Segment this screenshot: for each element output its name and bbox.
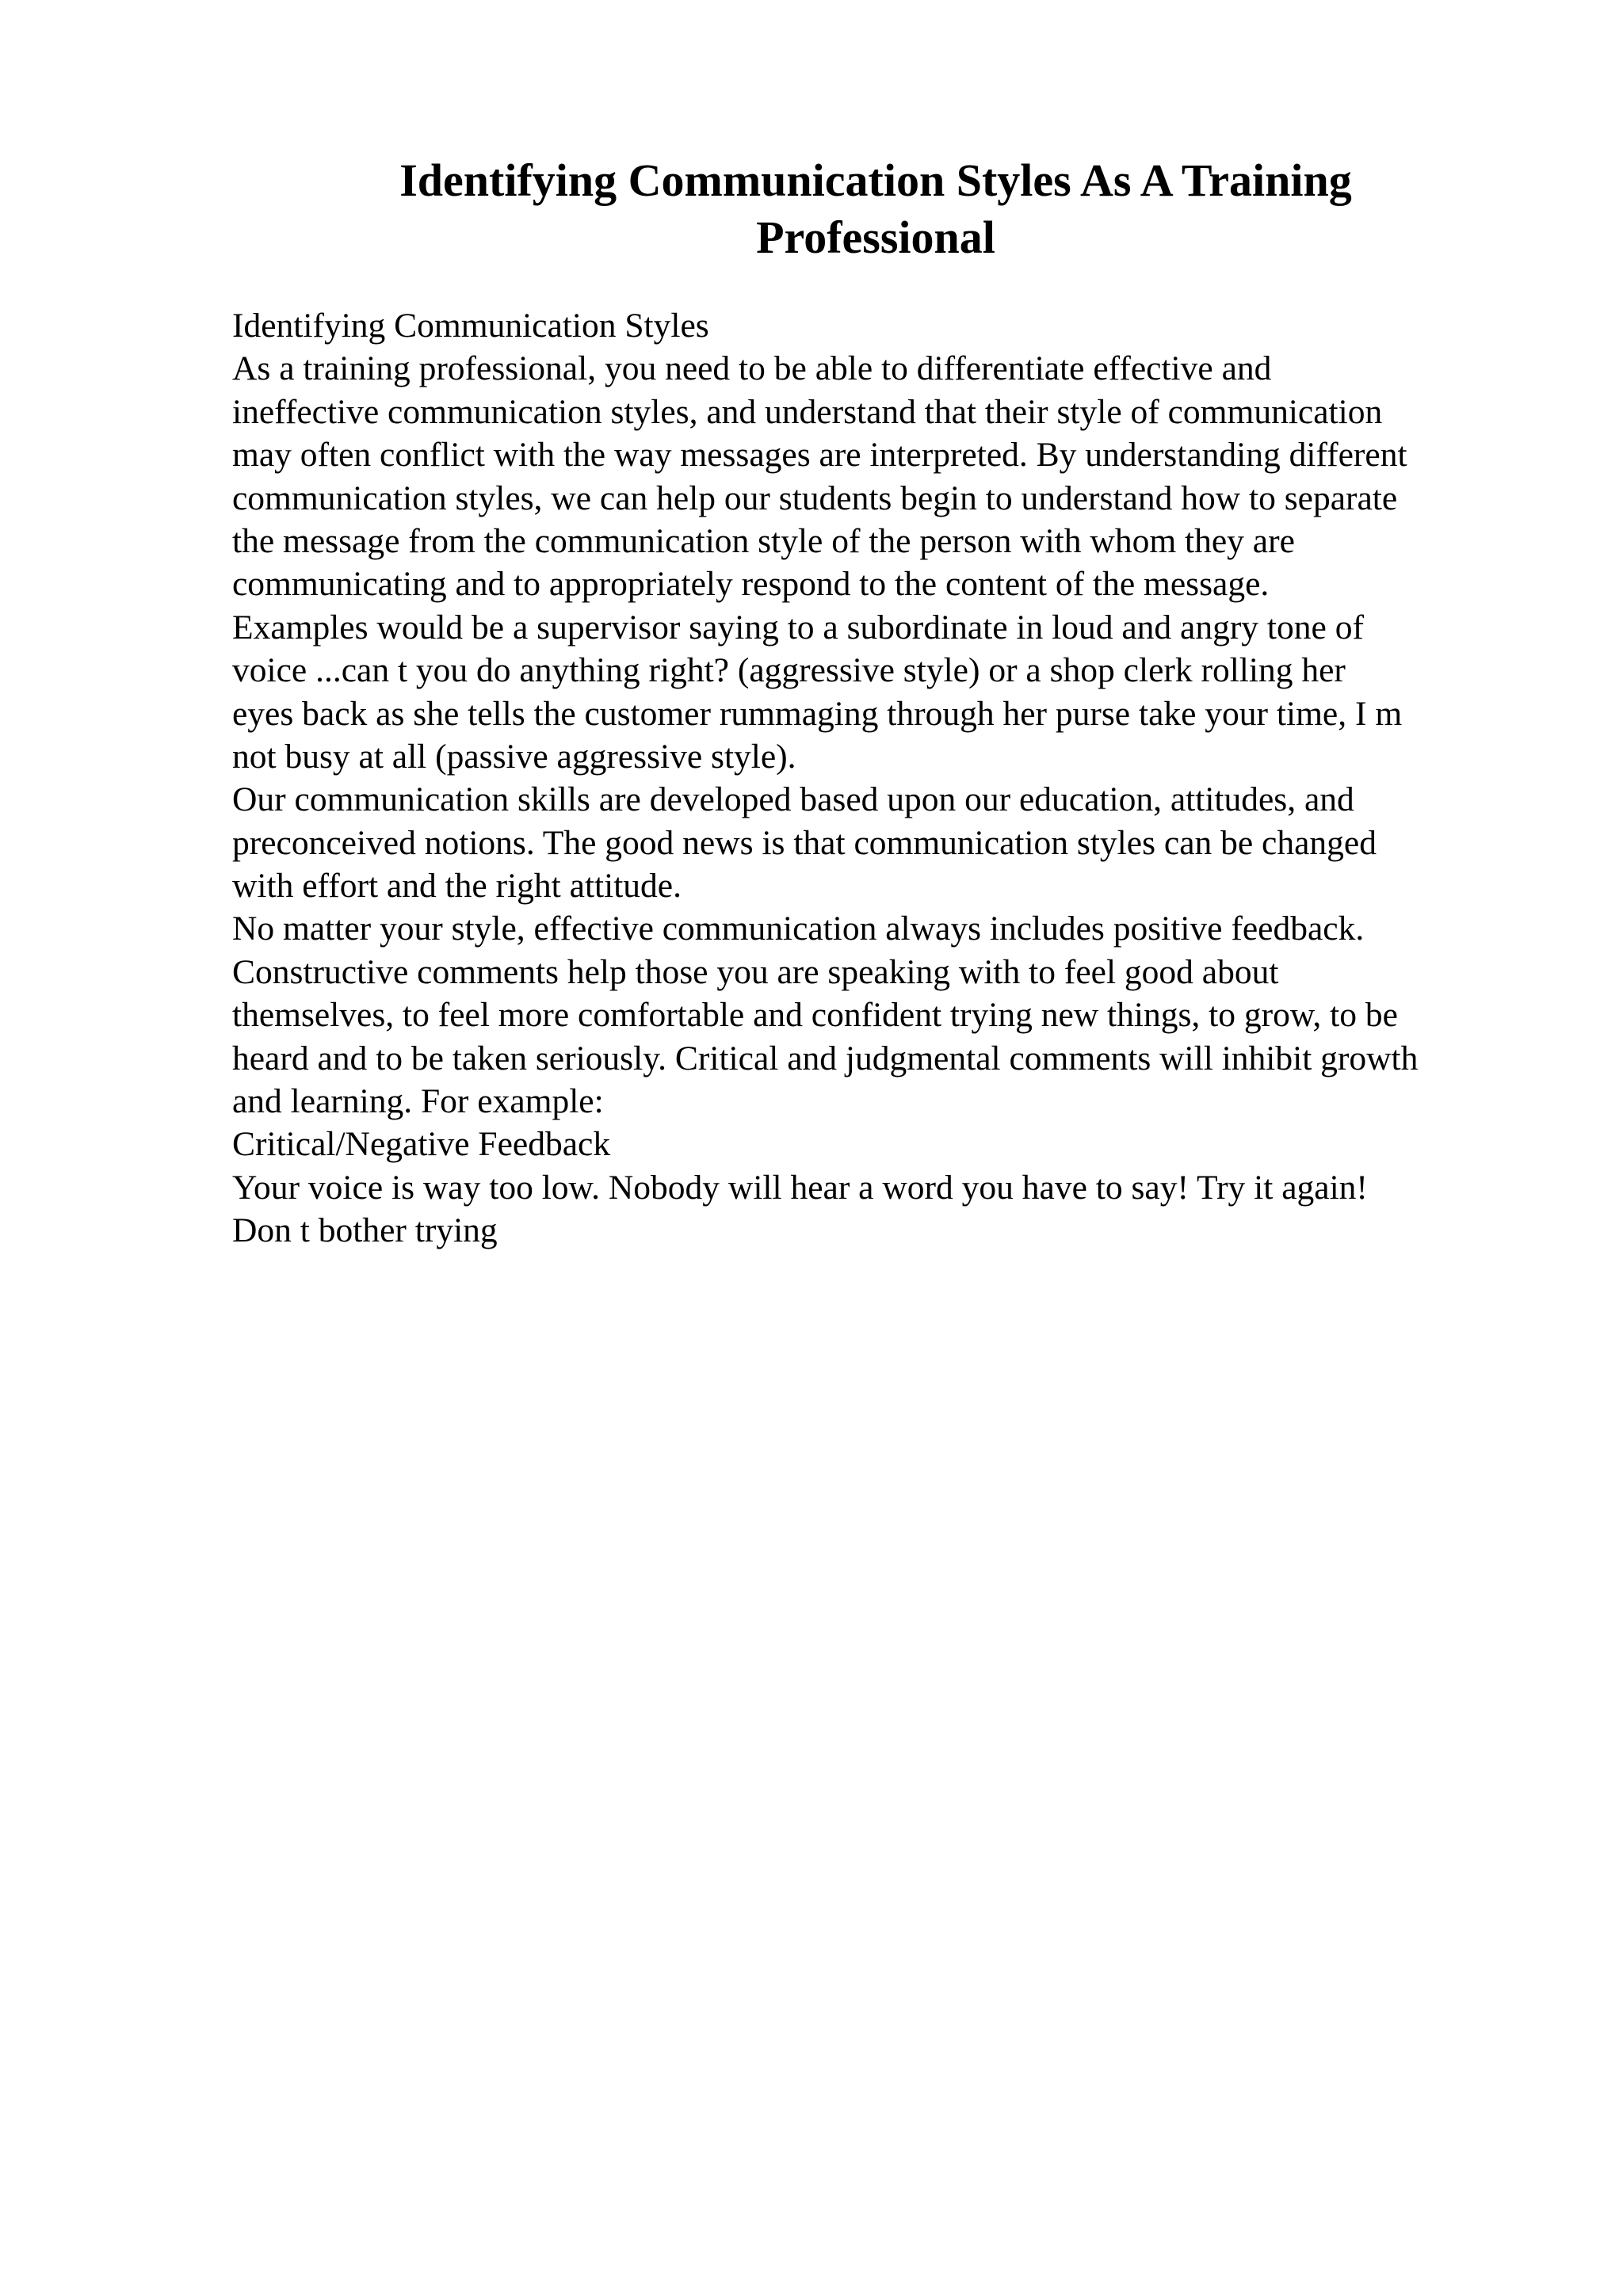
body-text: [232, 304, 1532, 1253]
body-line: the message from the communication style of the person with whom they are: [232, 521, 1295, 560]
body-line: Your voice is way too low. Nobody will hear a word you have to say! Try it again!: [232, 1168, 1368, 1207]
body-line: ineffective communication styles, and understand that their style of communication: [232, 392, 1383, 431]
body-line: heard and to be taken seriously. Critical and judgmental comments will inhibit growth: [232, 1039, 1419, 1077]
body-line: Don t bother trying: [232, 1211, 498, 1250]
page-title-line-2: Professional: [756, 212, 995, 263]
body-line: not busy at all (passive aggressive style).: [232, 737, 796, 776]
body-line: No matter your style, effective communication always includes positive feedback.: [232, 910, 1365, 948]
body-line: eyes back as she tells the customer rummaging through her purse take your time, I m: [232, 694, 1403, 733]
body-line: Our communication skills are developed based upon our education, attitudes, and: [232, 780, 1354, 819]
body-line: communication styles, we can help our students begin to understand how to separate: [232, 479, 1398, 517]
body-line: may often conflict with the way messages are interpreted. By understanding different: [232, 436, 1407, 475]
body-line: preconceived notions. The good news is that communication styles can be changed: [232, 823, 1377, 862]
body-line: and learning. For example:: [232, 1082, 604, 1121]
body-line: As a training professional, you need to be able to differentiate effective and: [232, 349, 1272, 388]
page-title-line-1: Identifying Communication Styles As A Training: [399, 154, 1352, 206]
body-line: communicating and to appropriately respond to the content of the message.: [232, 565, 1270, 604]
page-title: [333, 152, 1419, 266]
body-line: with effort and the right attitude.: [232, 867, 682, 906]
body-line: themselves, to feel more comfortable and confident trying new things, to grow, to be: [232, 996, 1398, 1035]
body-line: voice ...can t you do anything right? (aggressive style) or a shop clerk rolling her: [232, 651, 1346, 690]
subheading-feedback: Critical/Negative Feedback: [232, 1125, 611, 1164]
body-line: Examples would be a supervisor saying to a subordinate in loud and angry tone of: [232, 608, 1364, 646]
body-line: Constructive comments help those you are speaking with to feel good about: [232, 952, 1279, 991]
section-heading: Identifying Communication Styles: [232, 307, 709, 345]
